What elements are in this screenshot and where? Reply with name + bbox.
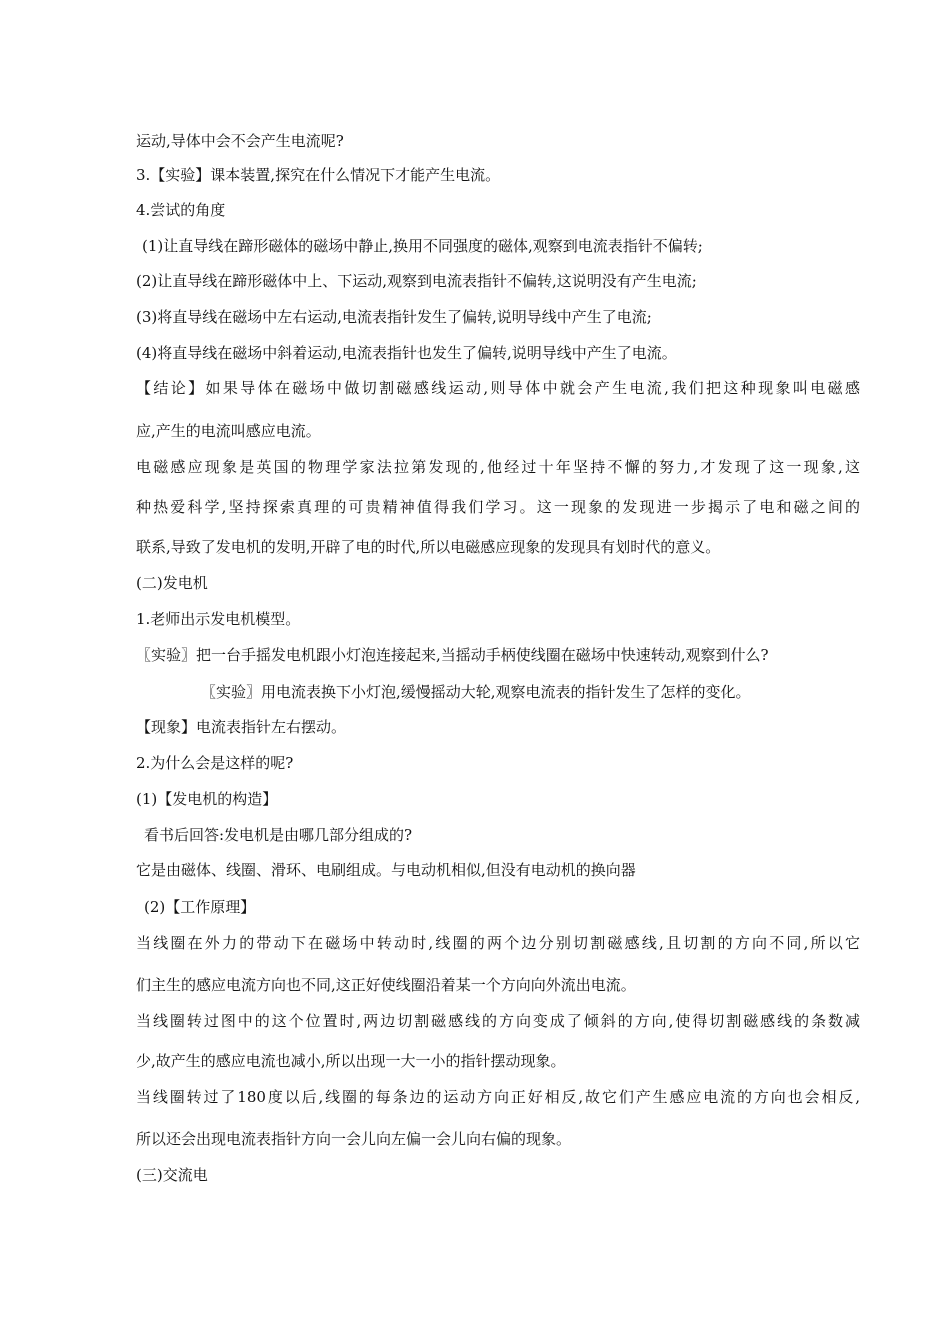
text-line: (2)【工作原理】 [144,898,256,916]
text-line: (1)【发电机的构造】 [136,790,278,808]
text-line: 【现象】电流表指针左右摆动。 [136,718,347,736]
text-line: 种热爱科学,坚持探索真理的可贵精神值得我们学习。这一现象的发现进一步揭示了电和磁之间的 [136,498,860,516]
text-line: 〖实验〗把一台手摇发电机跟小灯泡连接起来,当摇动手柄使线圈在磁场中快速转动,观察到什么? [136,646,769,664]
text-line: (3)将直导线在磁场中左右运动,电流表指针发生了偏转,说明导线中产生了电流; [136,308,652,326]
text-line: 当线圈转过了180度以后,线圈的每条边的运动方向正好相反,故它们产生感应电流的方向也会相反, [136,1088,860,1106]
text-line: 当线圈在外力的带动下在磁场中转动时,线圈的两个边分别切割磁感线,且切割的方向不同,所以它 [136,934,860,952]
text-line: 1.老师出示发电机模型。 [136,610,301,628]
text-line: 〖实验〗用电流表换下小灯泡,缓慢摇动大轮,观察电流表的指针发生了怎样的变化。 [201,683,751,701]
text-line: 们主生的感应电流方向也不同,这正好使线圈沿着某一个方向向外流出电流。 [136,976,636,994]
text-line: 【结论】如果导体在磁场中做切割磁感线运动,则导体中就会产生电流,我们把这种现象叫电磁感 [136,379,860,397]
text-line: 所以还会出现电流表指针方向一会儿向左偏一会儿向右偏的现象。 [136,1130,572,1148]
text-line: 少,故产生的感应电流也减小,所以出现一大一小的指针摆动现象。 [136,1052,566,1070]
text-line: (2)让直导线在蹄形磁体中上、下运动,观察到电流表指针不偏转,这说明没有产生电流; [136,272,697,290]
text-line: 3.【实验】课本装置,探究在什么情况下才能产生电流。 [136,166,501,184]
text-line: 它是由磁体、线圈、滑环、电刷组成。与电动机相似,但没有电动机的换向器 [136,861,636,879]
section-heading: (三)交流电 [136,1166,208,1184]
text-line: 电磁感应现象是英国的物理学家法拉第发现的,他经过十年坚持不懈的努力,才发现了这一现象,这 [136,458,860,476]
text-line: (1)让直导线在蹄形磁体的磁场中静止,换用不同强度的磁体,观察到电流表指针不偏转; [142,237,703,255]
text-line: 4.尝试的角度 [136,201,226,219]
text-line: 当线圈转过图中的这个位置时,两边切割磁感线的方向变成了倾斜的方向,使得切割磁感线的条数减 [136,1012,860,1030]
text-line: 看书后回答:发电机是由哪几部分组成的? [144,826,413,844]
text-line: 运动,导体中会不会产生电流呢? [136,132,344,150]
text-line: 联系,导致了发电机的发明,开辟了电的时代,所以电磁感应现象的发现具有划时代的意义。 [136,538,721,556]
section-heading: (二)发电机 [136,574,208,592]
text-line: (4)将直导线在磁场中斜着运动,电流表指针也发生了偏转,说明导线中产生了电流。 [136,344,677,362]
text-line: 应,产生的电流叫感应电流。 [136,422,321,440]
text-line: 2.为什么会是这样的呢? [136,754,294,772]
